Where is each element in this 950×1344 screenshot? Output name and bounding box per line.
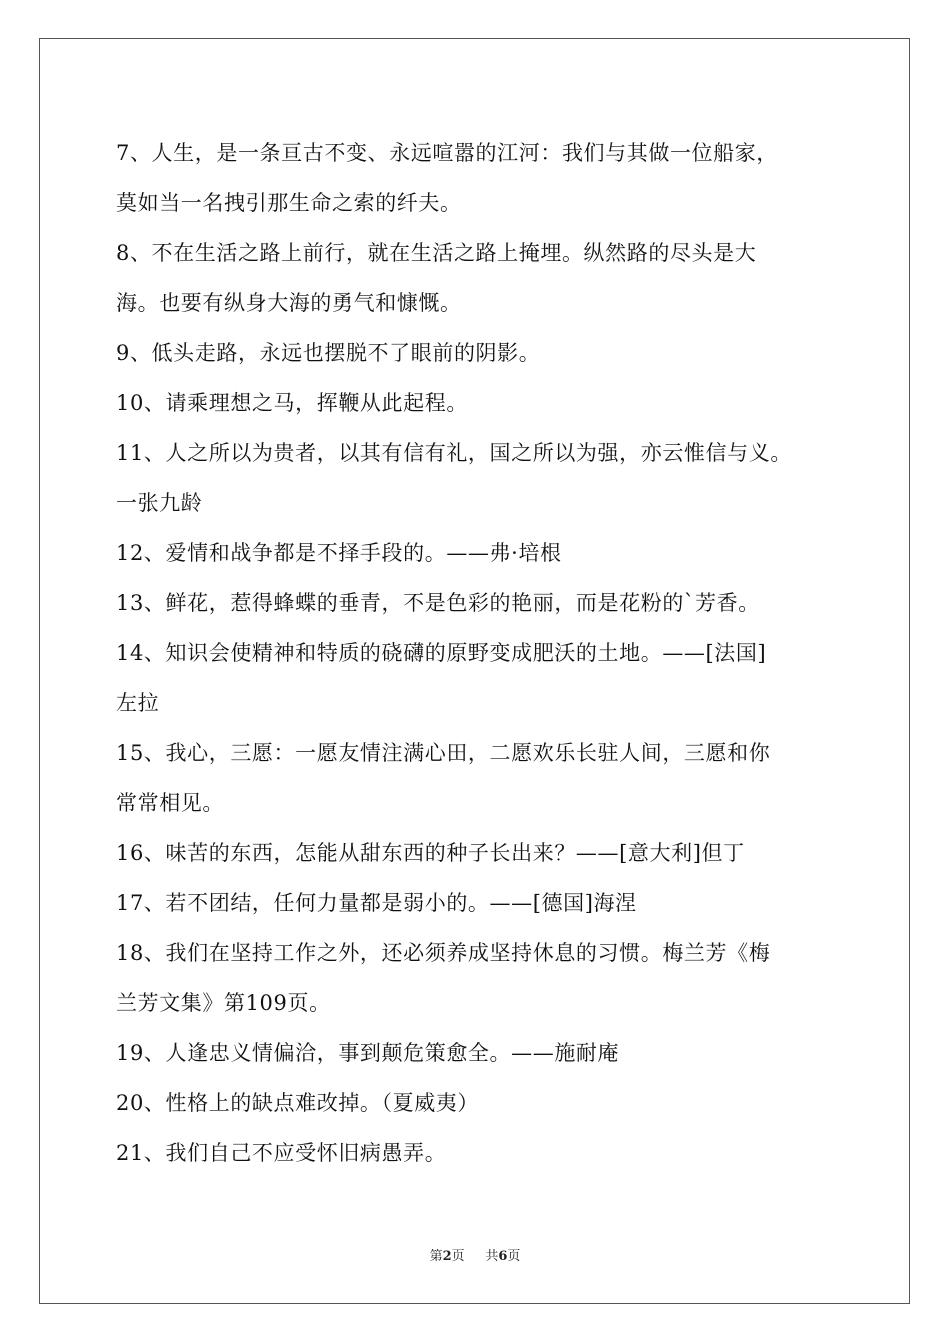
document-body [116, 128, 846, 1178]
text-line: 14、知识会使精神和特质的硗礴的原野变成肥沃的土地。——[法国] [116, 641, 767, 665]
text-line: 一张九龄 [116, 491, 203, 515]
total-suffix: 页 [507, 1249, 521, 1264]
text-line: 常常相见。 [116, 791, 224, 815]
current-page-number: 2 [442, 1249, 452, 1264]
text-line: 17、若不团结，任何力量都是弱小的。——[德国]海涅 [116, 891, 637, 915]
text-line: 9、低头走路，永远也摆脱不了眼前的阴影。 [116, 341, 541, 365]
text-line: 12、爱情和战争都是不择手段的。——弗·培根 [116, 541, 562, 565]
page-total-label [485, 1249, 520, 1264]
text-line: 兰芳文集》第109页。 [116, 991, 331, 1015]
text-line: 15、我心，三愿：一愿友情注满心田，二愿欢乐长驻人间，三愿和你 [116, 741, 771, 765]
text-line: 8、不在生活之路上前行，就在生活之路上掩埋。纵然路的尽头是大 [116, 241, 757, 265]
text-line: 莫如当一名拽引那生命之索的纤夫。 [116, 191, 462, 215]
page-number-label [430, 1249, 465, 1264]
page-suffix: 页 [451, 1249, 465, 1264]
page-prefix: 第 [429, 1249, 443, 1264]
text-line: 20、性格上的缺点难改掉。（夏威夷） [116, 1091, 480, 1115]
text-line: 19、人逢忠义情偏洽，事到颠危策愈全。——施耐庵 [116, 1041, 620, 1065]
text-line: 10、请乘理想之马，挥鞭从此起程。 [116, 391, 468, 415]
total-pages-number: 6 [498, 1249, 508, 1264]
text-line: 21、我们自己不应受怀旧病愚弄。 [116, 1141, 447, 1165]
text-line: 11、人之所以为贵者，以其有信有礼，国之所以为强，亦云惟信与义。 [116, 441, 792, 465]
page-footer [0, 1245, 950, 1264]
text-line: 13、鲜花，惹得蜂蝶的垂青，不是色彩的艳丽，而是花粉的`芳香。 [116, 591, 760, 615]
text-line: 16、味苦的东西，怎能从甜东西的种子长出来？——[意大利]但丁 [116, 841, 745, 865]
total-prefix: 共 [485, 1249, 499, 1264]
text-line: 左拉 [116, 691, 160, 715]
text-line: 18、我们在坚持工作之外，还必须养成坚持休息的习惯。梅兰芳《梅 [116, 941, 771, 965]
text-line: 海。也要有纵身大海的勇气和慷慨。 [116, 291, 462, 315]
text-line: 7、人生，是一条亘古不变、永远喧嚣的江河：我们与其做一位船家， [116, 141, 778, 165]
